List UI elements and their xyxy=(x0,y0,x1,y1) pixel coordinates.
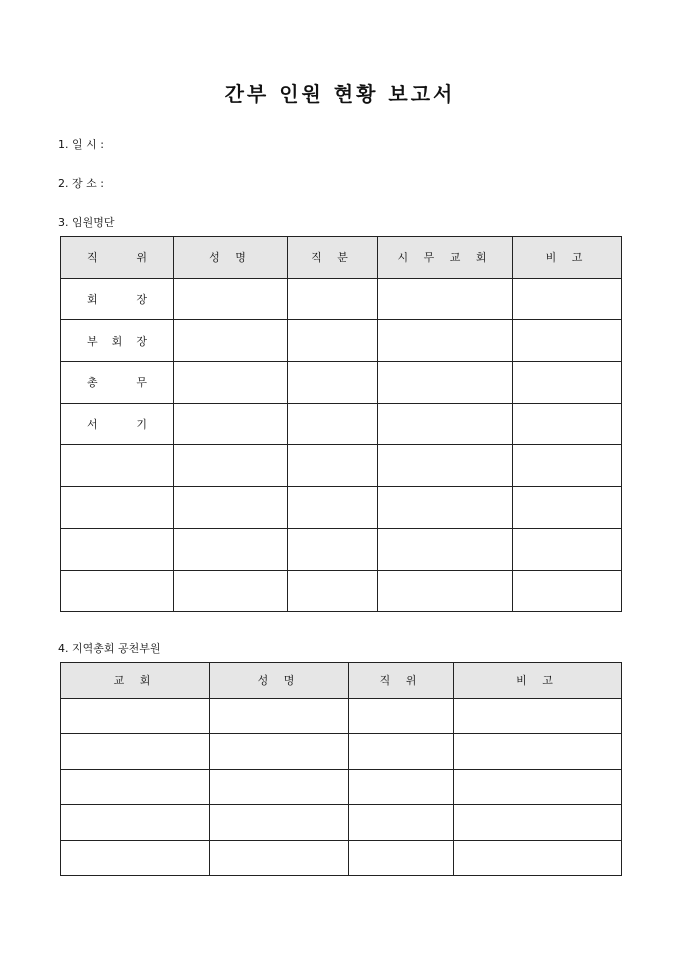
blank-cell[interactable] xyxy=(61,698,210,734)
header-position: 직 위 xyxy=(61,237,174,279)
blank-cell[interactable] xyxy=(513,403,622,445)
position-cell: 회 장 xyxy=(61,278,174,320)
blank-cell[interactable] xyxy=(378,320,513,362)
blank-cell[interactable] xyxy=(174,445,288,487)
blank-cell[interactable] xyxy=(210,769,349,805)
blank-cell[interactable] xyxy=(288,278,378,320)
blank-cell[interactable] xyxy=(454,805,622,841)
table-row xyxy=(61,769,622,805)
blank-cell[interactable] xyxy=(513,320,622,362)
blank-cell[interactable] xyxy=(378,528,513,570)
blank-cell[interactable] xyxy=(378,403,513,445)
blank-cell[interactable] xyxy=(349,805,454,841)
blank-cell[interactable] xyxy=(174,528,288,570)
position-cell: 총 무 xyxy=(61,362,174,404)
table-row xyxy=(61,840,622,876)
officers-section-label: 3. 임원명단 xyxy=(58,216,115,229)
blank-cell[interactable] xyxy=(61,769,210,805)
blank-cell[interactable] xyxy=(288,362,378,404)
place-label: 2. 장 소 : xyxy=(58,177,104,190)
blank-cell[interactable] xyxy=(174,487,288,529)
header-church: 시 무 교 회 xyxy=(378,237,513,279)
officers-table xyxy=(60,236,622,612)
table-row xyxy=(61,528,622,570)
blank-cell[interactable] xyxy=(288,320,378,362)
regional-section-label: 4. 지역총회 공천부원 xyxy=(58,642,161,655)
blank-cell[interactable] xyxy=(378,445,513,487)
header-name: 성 명 xyxy=(210,663,349,699)
blank-cell[interactable] xyxy=(378,362,513,404)
regional-header-row xyxy=(61,663,622,699)
table-row xyxy=(61,570,622,612)
position-cell: 부 회 장 xyxy=(61,320,174,362)
blank-cell[interactable] xyxy=(61,805,210,841)
blank-cell[interactable] xyxy=(349,698,454,734)
blank-cell[interactable] xyxy=(288,487,378,529)
blank-cell[interactable] xyxy=(513,570,622,612)
blank-cell[interactable] xyxy=(61,734,210,770)
blank-cell[interactable] xyxy=(288,528,378,570)
blank-cell[interactable] xyxy=(174,320,288,362)
header-position: 직 위 xyxy=(349,663,454,699)
table-row xyxy=(61,734,622,770)
blank-cell[interactable] xyxy=(513,278,622,320)
regional-committee-table xyxy=(60,662,622,876)
table-row xyxy=(61,445,622,487)
officers-header-row xyxy=(61,237,622,279)
header-name: 성 명 xyxy=(174,237,288,279)
date-label: 1. 일 시 : xyxy=(58,138,104,151)
blank-cell[interactable] xyxy=(174,278,288,320)
blank-cell[interactable] xyxy=(378,487,513,529)
header-church: 교 회 xyxy=(61,663,210,699)
header-remarks: 비 고 xyxy=(454,663,622,699)
table-row xyxy=(61,362,622,404)
blank-cell[interactable] xyxy=(61,840,210,876)
blank-cell[interactable] xyxy=(378,278,513,320)
table-row xyxy=(61,487,622,529)
table-row xyxy=(61,320,622,362)
position-cell xyxy=(61,528,174,570)
position-cell: 서 기 xyxy=(61,403,174,445)
position-cell xyxy=(61,570,174,612)
blank-cell[interactable] xyxy=(513,487,622,529)
blank-cell[interactable] xyxy=(174,362,288,404)
blank-cell[interactable] xyxy=(288,445,378,487)
table-row xyxy=(61,698,622,734)
blank-cell[interactable] xyxy=(210,840,349,876)
blank-cell[interactable] xyxy=(210,698,349,734)
page-title: 간부 인원 현황 보고서 xyxy=(224,82,456,106)
blank-cell[interactable] xyxy=(210,805,349,841)
blank-cell[interactable] xyxy=(174,403,288,445)
blank-cell[interactable] xyxy=(454,840,622,876)
blank-cell[interactable] xyxy=(454,769,622,805)
table-row xyxy=(61,805,622,841)
blank-cell[interactable] xyxy=(174,570,288,612)
position-cell xyxy=(61,445,174,487)
blank-cell[interactable] xyxy=(378,570,513,612)
header-title: 직 분 xyxy=(288,237,378,279)
table-row xyxy=(61,403,622,445)
blank-cell[interactable] xyxy=(349,840,454,876)
blank-cell[interactable] xyxy=(513,445,622,487)
blank-cell[interactable] xyxy=(513,362,622,404)
blank-cell[interactable] xyxy=(210,734,349,770)
table-row xyxy=(61,278,622,320)
blank-cell[interactable] xyxy=(349,769,454,805)
blank-cell[interactable] xyxy=(513,528,622,570)
blank-cell[interactable] xyxy=(288,570,378,612)
blank-cell[interactable] xyxy=(349,734,454,770)
blank-cell[interactable] xyxy=(288,403,378,445)
position-cell xyxy=(61,487,174,529)
blank-cell[interactable] xyxy=(454,734,622,770)
header-remarks: 비 고 xyxy=(513,237,622,279)
blank-cell[interactable] xyxy=(454,698,622,734)
